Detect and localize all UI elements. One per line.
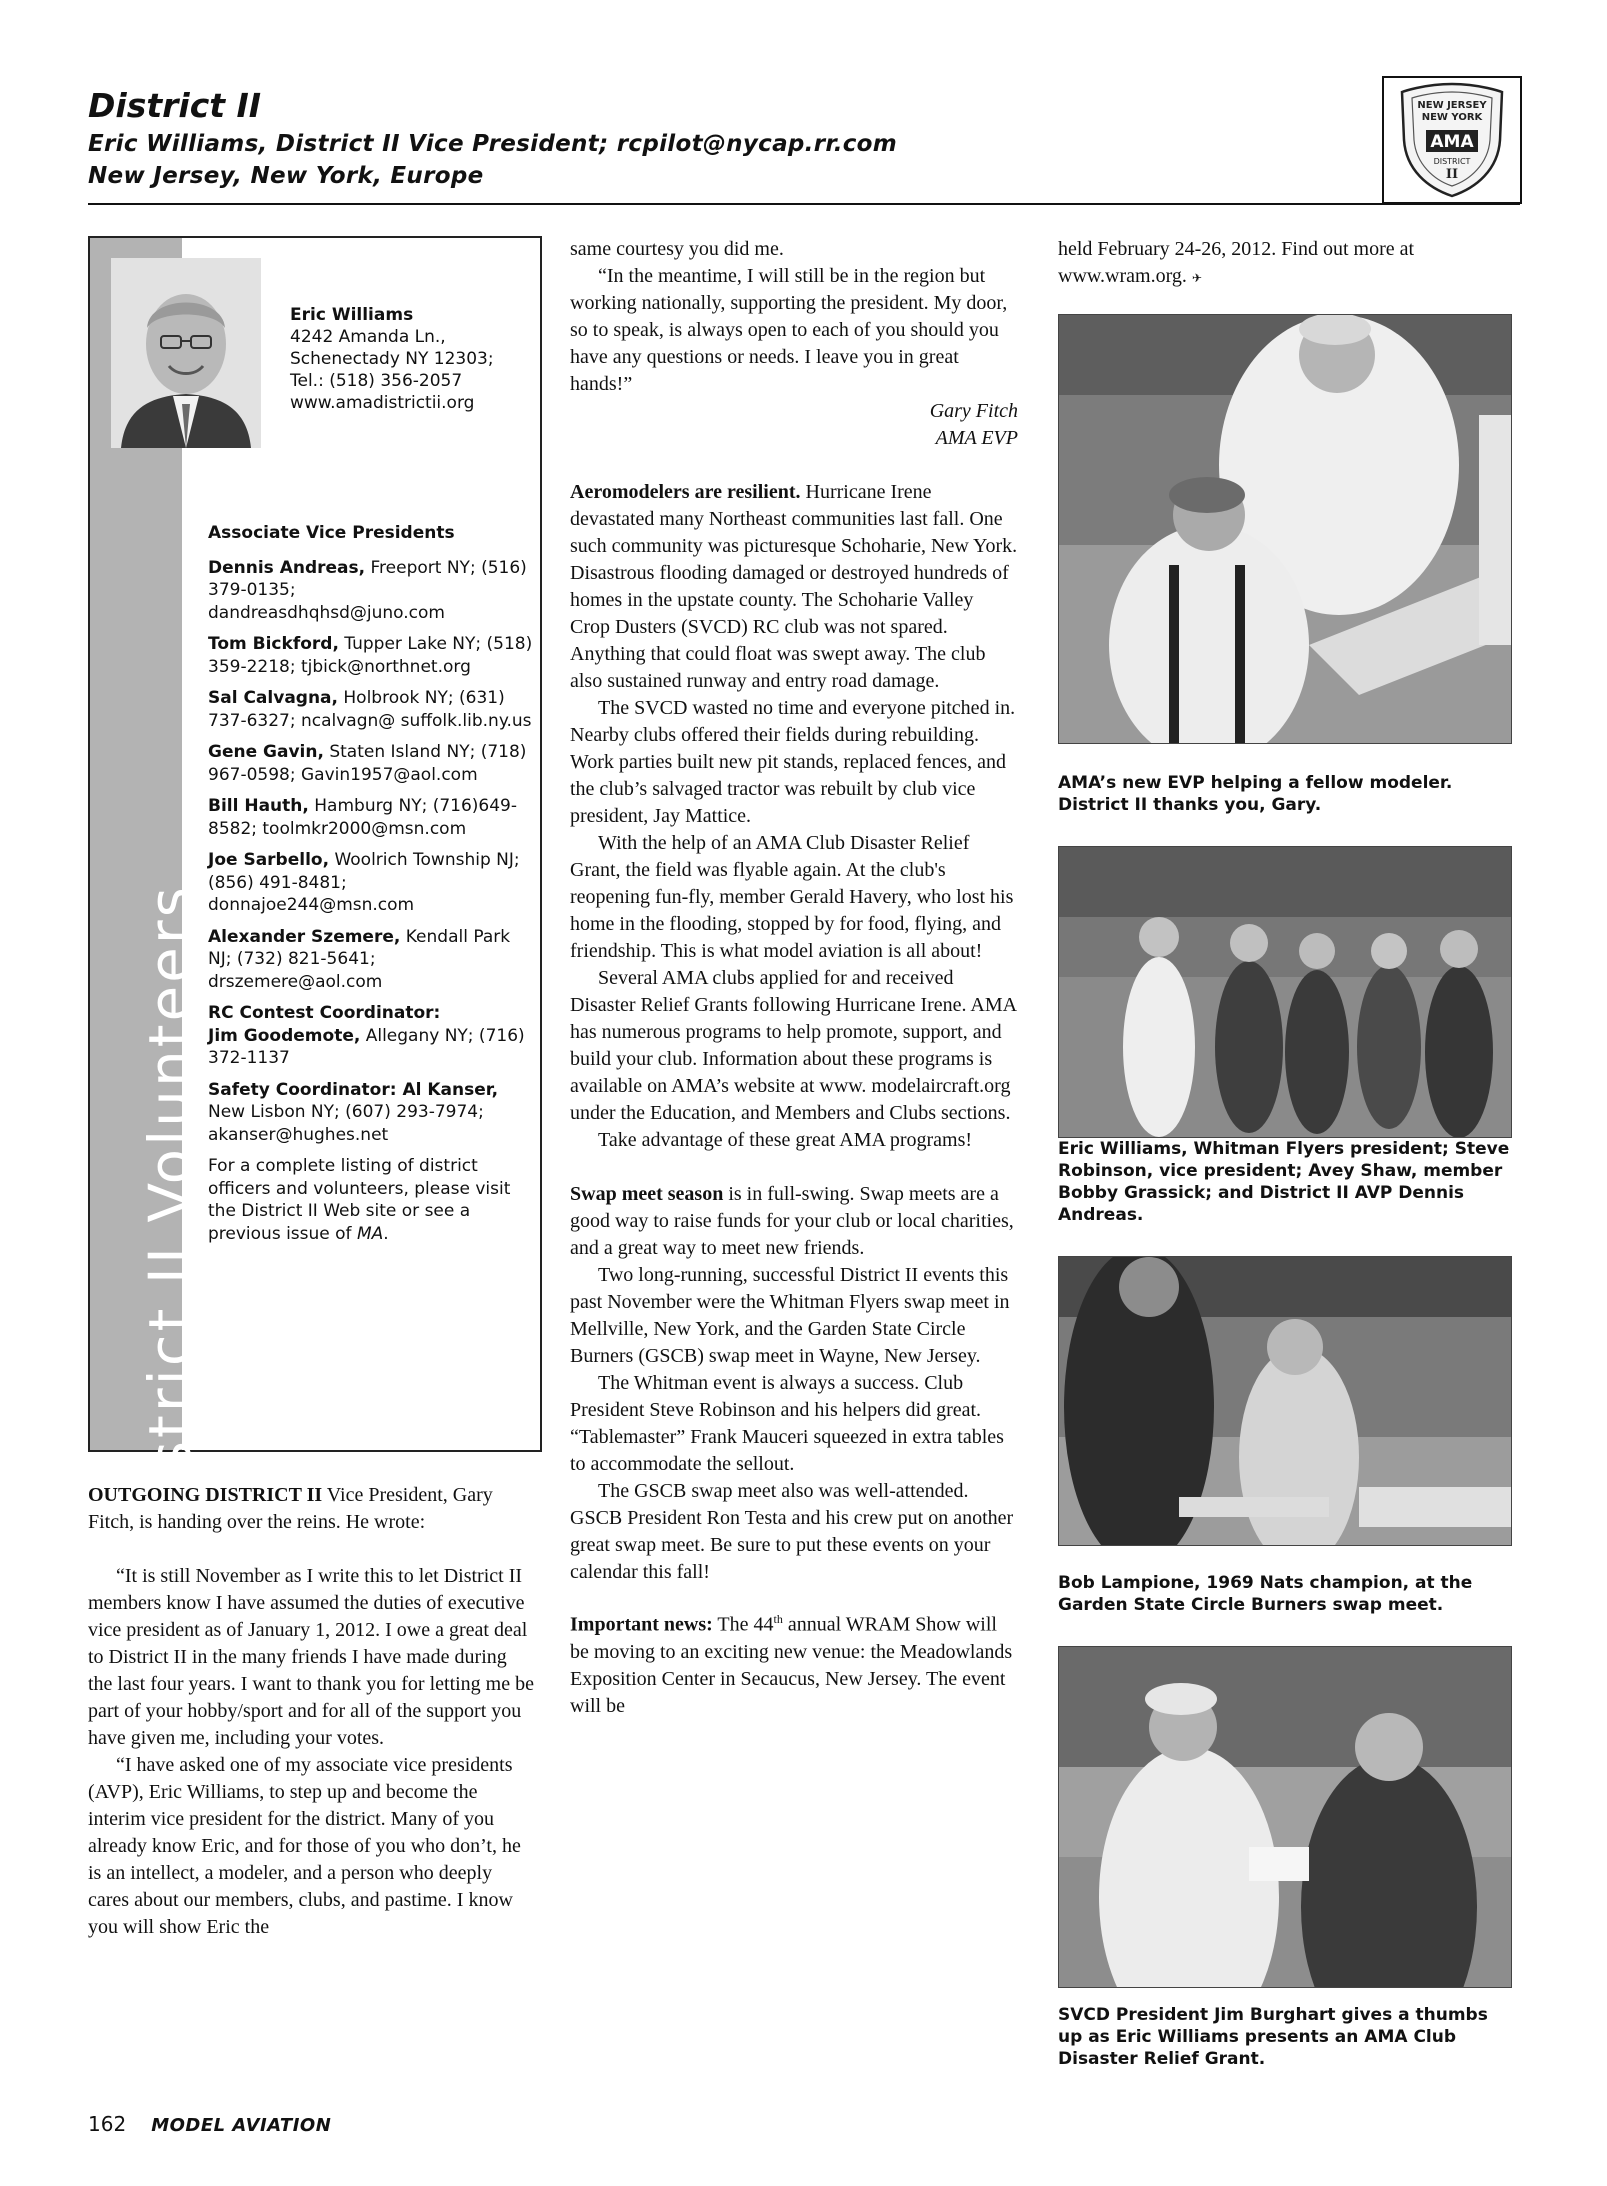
logo-text-mid: NEW YORK: [1421, 112, 1483, 123]
sidebar-note: [208, 1155, 533, 1245]
outgoing-text: Vice President, Gary Fitch, is handing over the reins. He wrote:: [88, 1484, 493, 1533]
volunteer-details: Kendall Park NJ; (732) 821-5641; drszemere@aol.com: [208, 926, 511, 992]
gscb-paragraph: The GSCB swap meet also was well-attended. GSCB President Ron Testa and his crew put on another great swap meet. Be sure to put these events on your calendar this fall!: [570, 1480, 1014, 1583]
rc-contest-label: RC Contest Coordinator:: [208, 1003, 441, 1023]
volunteer-entry: [208, 795, 533, 840]
region-line: New Jersey, New York, Europe: [88, 163, 484, 189]
page-number: 162: [88, 2112, 127, 2136]
page-footer: [88, 2112, 331, 2137]
volunteer-name: Bill Hauth,: [208, 796, 309, 816]
logo-text-district: DISTRICT: [1433, 157, 1471, 166]
ama-wing-icon: ✈: [1191, 271, 1202, 285]
letter-paragraph-1: “It is still November as I write this to let District II members know I have assumed the duties of executive vice president as of January 1, 2012. I owe a great deal to District II in the many friends I have made during the last four years. I want to thank you for letting me be part of your hobby/sport and for all of the support you have given me, including your votes.: [88, 1565, 534, 1749]
events-paragraph: Two long-running, successful District II events this past November were the Whitman Flyers swap meet in Mellville, New York, and the Garden State Circle Burners (GSCB) swap meet in Wayne, New Jersey.: [570, 1264, 1010, 1367]
safety-coordinator: [208, 1079, 533, 1147]
photo-bob-lampione: [1058, 1256, 1512, 1546]
photo-whitman-flyers: [1058, 846, 1512, 1138]
volunteer-entry: [208, 557, 533, 625]
volunteer-name: Dennis Andreas,: [208, 557, 366, 578]
volunteer-name: Tom Bickford,: [208, 634, 339, 654]
swap-lead: Swap meet season: [570, 1183, 724, 1205]
news-text-b: annual WRAM Show will be moving to an exciting new venue: the Meadowlands Exposition Center in Secaucus, New Jersey. The event will be: [570, 1613, 1013, 1717]
volunteer-entry: [208, 926, 533, 994]
page-header: [88, 86, 1388, 195]
volunteer-entry: [208, 849, 533, 917]
volunteer-name: Alexander Szemere,: [208, 926, 401, 947]
resilient-text: Hurricane Irene devastated many Northeast communities last fall. One such community was picturesque Schoharie, New York. Disastrous flooding damaged or destroyed hundreds of homes in the upstate county. The Schoharie Valley Crop Dusters (SVCD) RC club was not spared. Anything that could float was swept away. The club also sustained runway and entry road damage.: [570, 481, 1018, 692]
volunteer-details: Woolrich Township NJ; (856) 491-8481; donnajoe244@msn.com: [208, 850, 520, 915]
logo-text-numeral: II: [1445, 167, 1459, 182]
resilient-paragraph: [570, 479, 1018, 695]
note-mag: MA: [356, 1223, 384, 1244]
safety-details: New Lisbon NY; (607) 293-7974; akanser@hughes.net: [208, 1102, 484, 1145]
volunteer-entry: [208, 741, 533, 786]
wram-text: held February 24-26, 2012. Find out more at www.wram.org.: [1058, 238, 1415, 287]
logo-text-ama: AMA: [1430, 132, 1474, 152]
volunteer-name: Gene Gavin,: [208, 742, 324, 762]
letter-paragraph-2: “I have asked one of my associate vice presidents (AVP), Eric Williams, to step up and become the interim vice president for the district. Many of you already know Eric, and for those of you who don’t, he is an intellect, a modeler, and a person who deeply cares about our members, clubs, and pastime. I know you will show Eric the: [88, 1754, 521, 1938]
logo-text-top: NEW JERSEY: [1417, 100, 1487, 111]
contact-address2: Schenectady NY 12303;: [290, 349, 494, 369]
volunteer-details: Hamburg NY; (716)649-8582; toolmkr2000@msn.com: [208, 796, 518, 839]
article-column-1: [88, 1482, 536, 1941]
note-end: .: [383, 1223, 389, 1244]
swap-text: is in full-swing. Swap meets are a good way to raise funds for your club or local charities, and a great way to meet new friends.: [570, 1183, 1014, 1259]
contact-name: Eric Williams: [290, 305, 414, 325]
letter-closing: “In the meantime, I will still be in the region but working nationally, supporting the president. My door, so to speak, is always open to each of you should you have any questions or needs. I leave you in great hands!”: [570, 265, 1008, 395]
caption-3: Bob Lampione, 1969 Nats champion, at the Garden State Circle Burners swap meet.: [1058, 1573, 1473, 1615]
photo-evp-helping-modeler: [1058, 314, 1512, 744]
avp-list: [208, 522, 533, 1245]
outgoing-paragraph: [88, 1482, 536, 1536]
sidebar-vertical-title: District II Volunteers: [136, 884, 204, 1538]
volunteer-name: Sal Calvagna,: [208, 688, 338, 708]
safety-label: Safety Coordinator: Al Kanser,: [208, 1079, 499, 1100]
advantage-paragraph: Take advantage of these great AMA programs!: [598, 1129, 973, 1151]
volunteer-entry: [208, 687, 533, 732]
contact-info: [290, 304, 530, 414]
signature-title: AMA EVP: [935, 427, 1018, 449]
ama-district-logo: [1382, 76, 1522, 204]
news-paragraph: [570, 1606, 1018, 1720]
volunteer-name: Joe Sarbello,: [208, 850, 330, 870]
news-text-a: The 44: [712, 1613, 774, 1636]
swap-paragraph: [570, 1181, 1018, 1262]
letter-continuation: same courtesy you did me.: [570, 238, 784, 260]
rc-contest-name: Jim Goodemote,: [208, 1025, 361, 1046]
outgoing-lead: OUTGOING DISTRICT II: [88, 1484, 323, 1506]
eric-williams-portrait: [111, 258, 261, 448]
contact-website[interactable]: www.amadistrictii.org: [290, 393, 475, 413]
rc-contest-coordinator: [208, 1002, 533, 1070]
volunteer-details: Freeport NY; (516) 379-0135; dandreasdhqhsd@juno.com: [208, 557, 527, 623]
signature-name: Gary Fitch: [929, 400, 1018, 422]
article-column-3: [1058, 236, 1520, 292]
header-rule: [88, 203, 1520, 205]
article-column-2: [570, 236, 1018, 1720]
magazine-name: MODEL AVIATION: [151, 2115, 332, 2136]
news-lead: Important news:: [570, 1613, 713, 1636]
vice-president-line: Eric Williams, District II Vice President; rcpilot@nycap.rr.com: [88, 131, 898, 157]
resilient-lead: Aeromodelers are resilient.: [570, 481, 801, 503]
whitman-paragraph: The Whitman event is always a success. Club President Steve Robinson and his helpers did great. “Tablemaster” Frank Mauceri squeezed in extra tables to accommodate the sellout.: [570, 1372, 1004, 1475]
avp-heading: Associate Vice Presidents: [208, 523, 455, 543]
wram-dates: [1058, 236, 1520, 292]
programs-paragraph: Several AMA clubs applied for and received Disaster Relief Grants following Hurricane Irene. AMA has numerous programs to help promote, support, and build your club. Information about these programs is available on AMA’s website at www. modelaircraft.org under the Education, and Members and Clubs sections.: [570, 967, 1016, 1124]
grant-paragraph: With the help of an AMA Club Disaster Relief Grant, the field was flyable again. At the club's reopening fun-fly, member Gerald Havery, who lost his home in the flooding, stopped by for food, flying, and friendship. This is what model aviation is all about!: [570, 832, 1014, 962]
rc-contest-details: Allegany NY; (716) 372-1137: [208, 1025, 525, 1068]
contact-phone: Tel.: (518) 356-2057: [290, 371, 463, 391]
news-sup: th: [773, 1612, 783, 1626]
ama-shield-icon: [1384, 78, 1520, 202]
volunteer-details: Staten Island NY; (718) 967-0598; Gavin1957@aol.com: [208, 742, 527, 785]
note-text: For a complete listing of district officers and volunteers, please visit the District II Web site or see a previous issue of: [208, 1156, 511, 1244]
svcd-paragraph: The SVCD wasted no time and everyone pitched in. Nearby clubs offered their fields during rebuilding. Work parties built new pit stands, replaced fences, and the club’s salvaged tractor was rebuilt by club vice president, Jay Mattice.: [570, 697, 1016, 827]
caption-1: AMA’s new EVP helping a fellow modeler. District II thanks you, Gary.: [1058, 773, 1453, 815]
contact-address1: 4242 Amanda Ln.,: [290, 327, 446, 347]
volunteer-entry: [208, 633, 533, 678]
caption-2: Eric Williams, Whitman Flyers president; Steve Robinson, vice president; Avey Shaw, member Bobby Grassick; and District II AVP Dennis Andreas.: [1058, 1139, 1510, 1225]
district-title: District II: [88, 86, 262, 125]
photo-grant-presentation: [1058, 1646, 1512, 1988]
volunteer-details: Holbrook NY; (631) 737-6327; ncalvagn@ suffolk.lib.ny.us: [208, 688, 532, 731]
caption-4: SVCD President Jim Burghart gives a thumbs up as Eric Williams presents an AMA Club Disaster Relief Grant.: [1058, 2005, 1488, 2069]
volunteer-details: Tupper Lake NY; (518) 359-2218; tjbick@northnet.org: [208, 634, 533, 677]
